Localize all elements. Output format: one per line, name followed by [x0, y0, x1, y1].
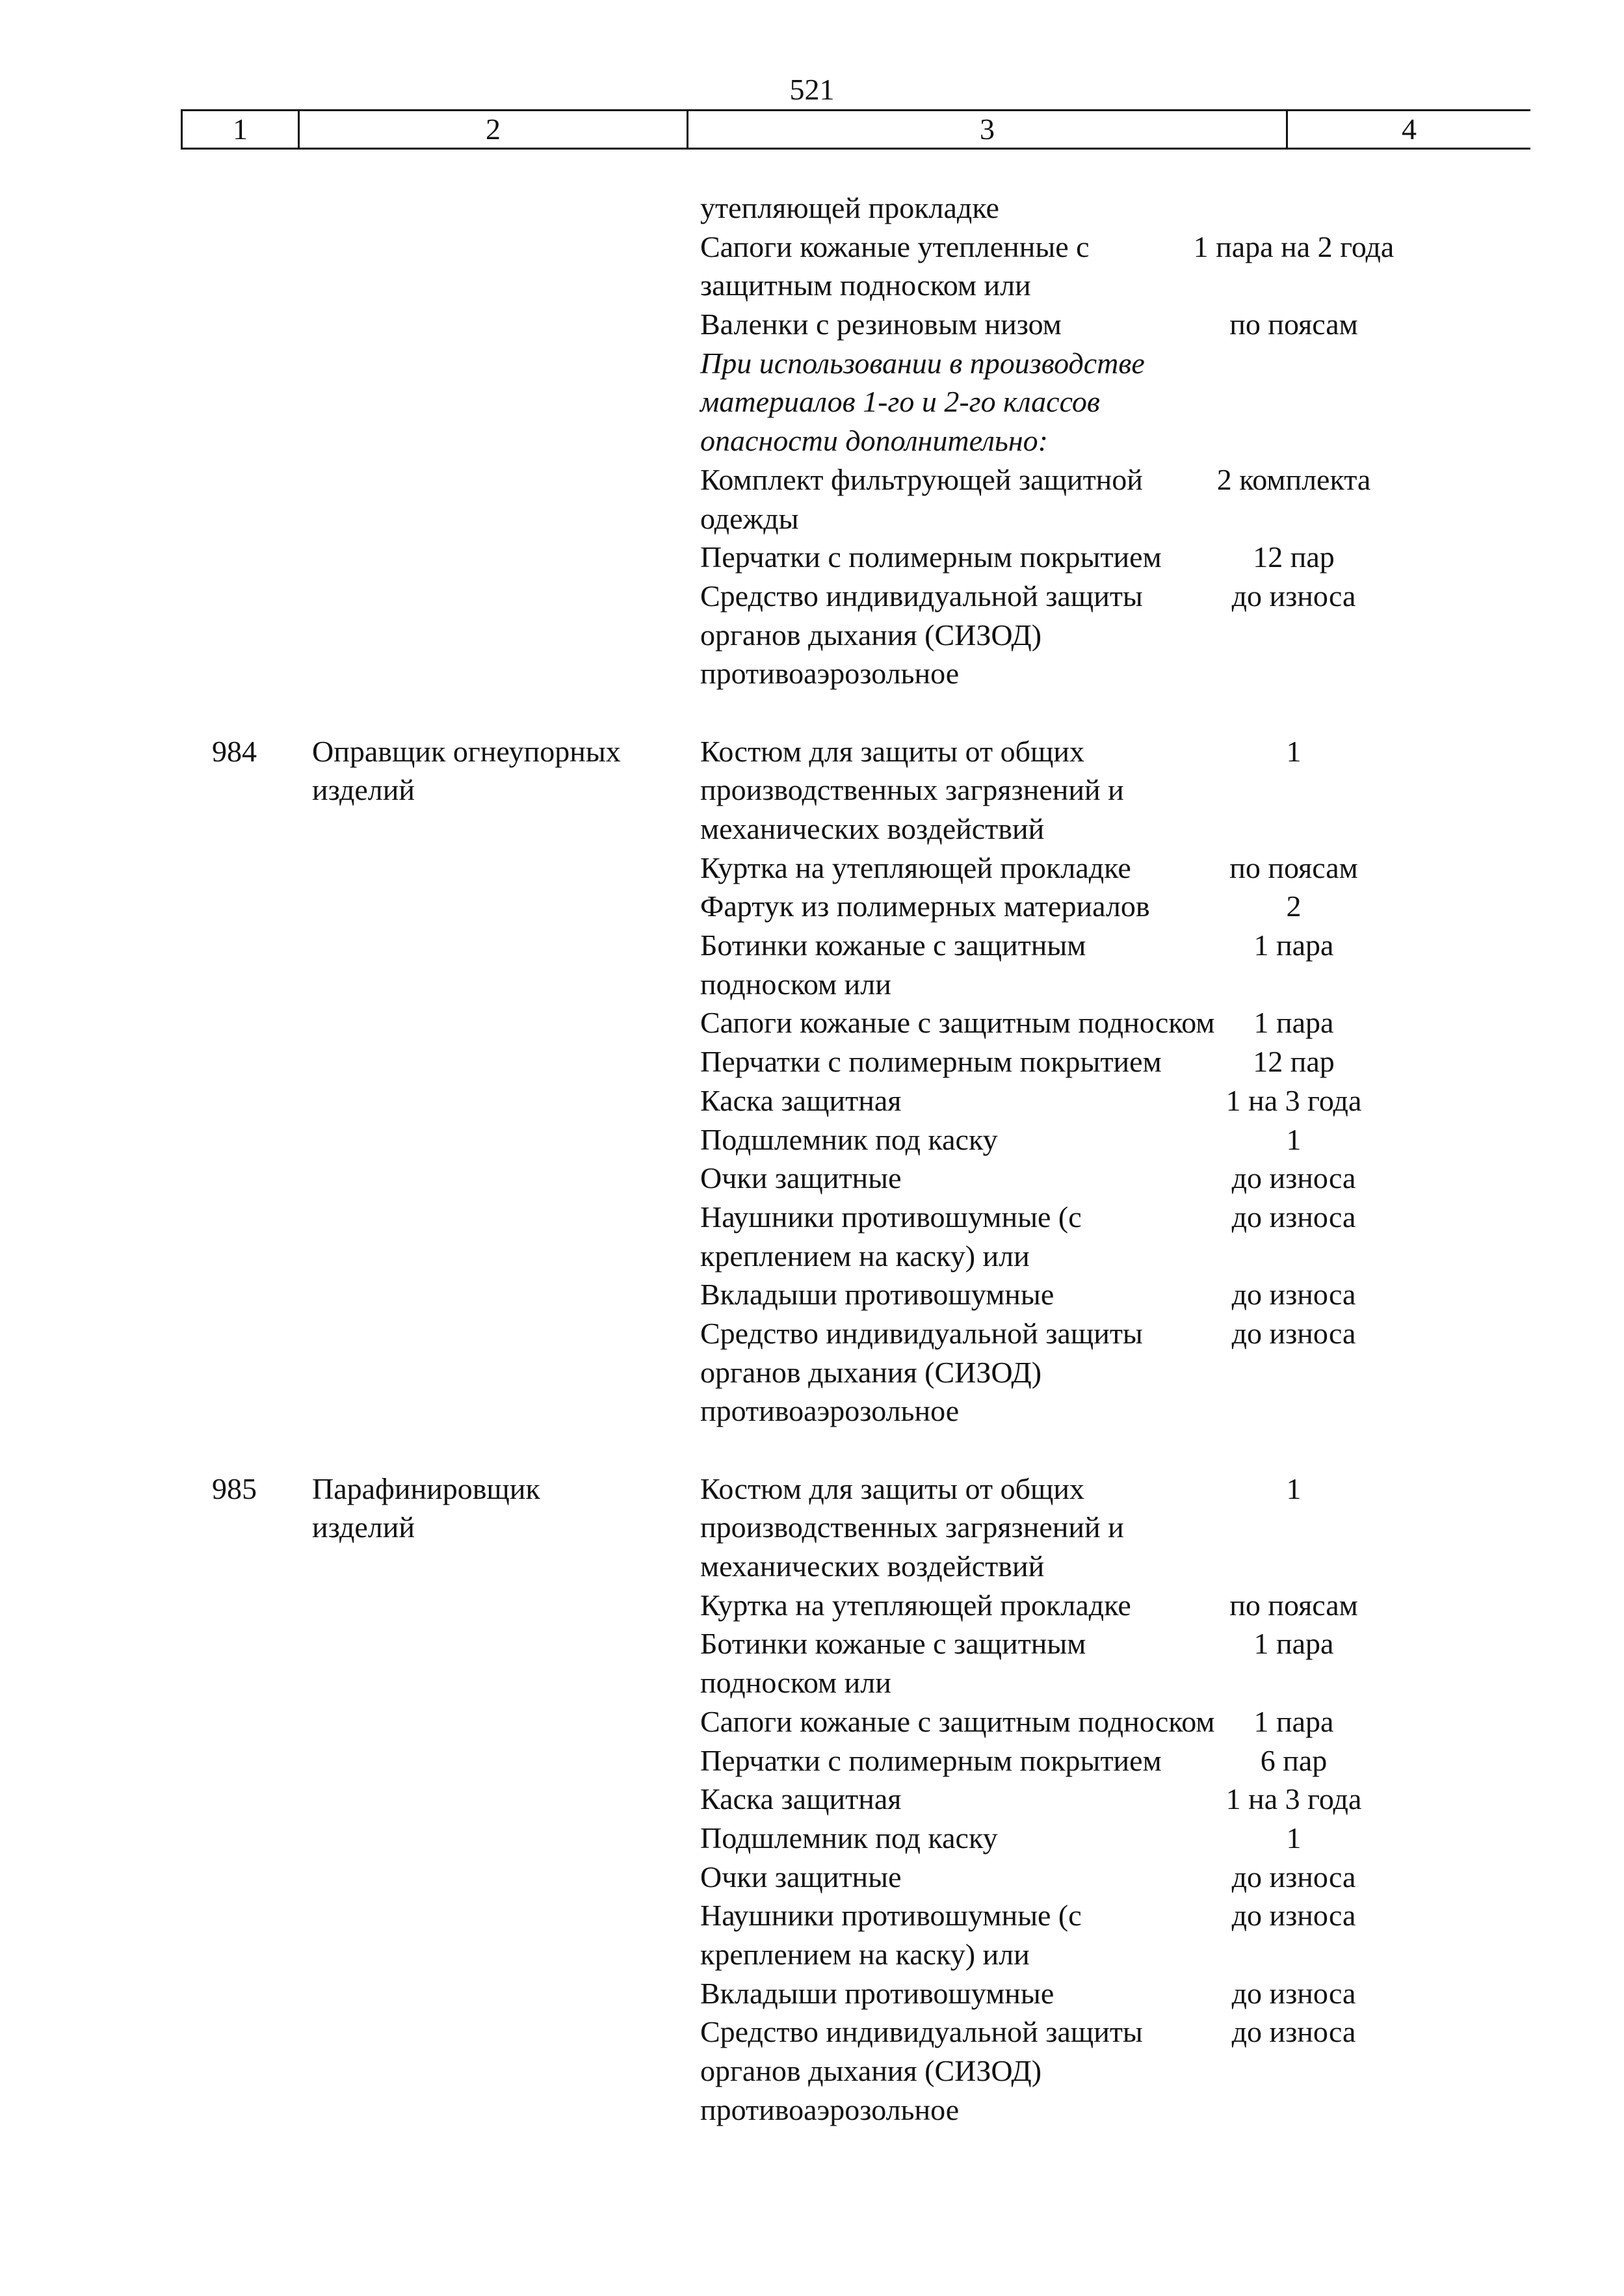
- item-text: механических воздействий: [700, 812, 1045, 845]
- item-text: Перчатки с полимерным покрытием: [700, 540, 1162, 574]
- norm-value: 1 пара на 2 года: [1193, 230, 1395, 263]
- table-row: [0, 1003, 1624, 1042]
- norm-value: 1 пара: [1253, 929, 1334, 962]
- column-header-row: [181, 109, 1530, 150]
- item-text: Комплект фильтрующей защитной: [700, 462, 1143, 496]
- table-row: [0, 1935, 1624, 1974]
- table-row: [0, 305, 1624, 344]
- item-text: производственных загрязнений и: [700, 773, 1124, 807]
- table-row: [0, 2091, 1624, 2130]
- profession-name: Оправщик огнеупорных: [312, 734, 621, 768]
- item-text: Фартук из полимерных материалов: [700, 890, 1150, 923]
- norm-value: до износа: [1231, 2015, 1356, 2049]
- note-text: При использовании в производстве: [700, 346, 1145, 380]
- table-row: [0, 849, 1624, 888]
- table-row: [0, 616, 1624, 655]
- norm-value: 1 пара: [1253, 1704, 1334, 1738]
- note-text: опасности дополнительно:: [700, 424, 1048, 458]
- item-text: Вкладыши противошумные: [700, 1278, 1054, 1312]
- table-row: [0, 926, 1624, 965]
- column-header-4: 4: [1402, 112, 1417, 146]
- table-row: [0, 1780, 1624, 1819]
- item-text: Очки защитные: [700, 1161, 902, 1195]
- item-text: органов дыхания (СИЗОД): [700, 1355, 1042, 1389]
- column-header-3: 3: [688, 111, 1288, 148]
- profession-name: изделий: [312, 773, 415, 807]
- item-text: Средство индивидуальной защиты: [700, 2015, 1143, 2049]
- item-text: Наушники противошумные (с: [700, 1899, 1082, 1933]
- table-row: [0, 421, 1624, 460]
- norm-value: до износа: [1231, 1161, 1356, 1195]
- item-text: одежды: [700, 501, 799, 535]
- norm-value: 6 пар: [1260, 1743, 1328, 1777]
- table-row: [0, 1353, 1624, 1392]
- item-text: Вкладыши противошумные: [700, 1976, 1054, 2010]
- norm-value: 12 пар: [1253, 1045, 1335, 1079]
- item-text: производственных загрязнений и: [700, 1511, 1124, 1544]
- table-row: [0, 1159, 1624, 1198]
- table-row: [0, 228, 1624, 267]
- item-text: подноском или: [700, 967, 891, 1001]
- table-row: [0, 1081, 1624, 1120]
- table-row: [0, 266, 1624, 305]
- item-text: Каска защитная: [700, 1083, 902, 1117]
- table-row: [0, 1819, 1624, 1858]
- item-text: Ботинки кожаные с защитным: [700, 929, 1086, 962]
- norm-value: до износа: [1231, 579, 1356, 613]
- item-text: подноском или: [700, 1666, 891, 1700]
- norm-value: 1: [1286, 734, 1302, 768]
- norm-value: до износа: [1231, 1899, 1356, 1933]
- norm-value: 1: [1286, 1122, 1302, 1156]
- entry-number: 984: [212, 734, 257, 768]
- table-row: [0, 344, 1624, 383]
- column-header-2: 2: [300, 111, 688, 148]
- item-text: Куртка на утепляющей прокладке: [700, 851, 1131, 884]
- table-row: [0, 654, 1624, 693]
- entry-number: 985: [212, 1471, 257, 1505]
- table-row: [0, 887, 1624, 926]
- item-text: противоаэрозольное: [700, 657, 960, 691]
- item-text: противоаэрозольное: [700, 1394, 960, 1428]
- norm-value: до износа: [1231, 1200, 1356, 1234]
- table-row: [0, 1663, 1624, 1702]
- table-row: [0, 1392, 1624, 1431]
- norm-value: 1: [1286, 1471, 1302, 1505]
- table-row: [0, 1547, 1624, 1586]
- item-text: Подшлемник под каску: [700, 1122, 998, 1156]
- profession-name: Парафинировщик: [312, 1471, 540, 1505]
- table-row: [0, 1624, 1624, 1663]
- norm-value: до износа: [1231, 1860, 1356, 1894]
- item-text: Подшлемник под каску: [700, 1821, 998, 1854]
- table-row: [0, 1237, 1624, 1276]
- item-text: Куртка на утепляющей прокладке: [700, 1588, 1131, 1622]
- item-text: Перчатки с полимерным покрытием: [700, 1743, 1162, 1777]
- table-row: [0, 499, 1624, 538]
- norm-value: до износа: [1231, 1976, 1356, 2010]
- table-row: [0, 1858, 1624, 1897]
- table-row: [0, 1314, 1624, 1353]
- item-text: утепляющей прокладке: [700, 191, 999, 224]
- item-text: Костюм для защиты от общих: [700, 1471, 1085, 1505]
- table-row: [0, 1470, 1624, 1509]
- item-text: Средство индивидуальной защиты: [700, 1316, 1143, 1350]
- table-row: [0, 732, 1624, 771]
- table-row: [0, 1896, 1624, 1935]
- norm-value: 1 на 3 года: [1225, 1782, 1362, 1816]
- item-text: креплением на каску) или: [700, 1937, 1030, 1971]
- table-row: [0, 771, 1624, 810]
- norm-value: 1: [1286, 1821, 1302, 1854]
- norm-value: по поясам: [1229, 308, 1358, 341]
- profession-name: изделий: [312, 1511, 415, 1544]
- item-text: Каска защитная: [700, 1782, 902, 1816]
- norms-table-body: [0, 189, 1624, 2129]
- table-row: [0, 965, 1624, 1004]
- item-text: противоаэрозольное: [700, 2092, 960, 2126]
- item-text: органов дыхания (СИЗОД): [700, 618, 1042, 652]
- table-row: [0, 810, 1624, 849]
- item-text: Ботинки кожаные с защитным: [700, 1627, 1086, 1661]
- table-row: [0, 577, 1624, 616]
- page-number: 521: [789, 73, 835, 106]
- table-row: [0, 460, 1624, 499]
- table-row: [0, 538, 1624, 577]
- table-row: [0, 382, 1624, 421]
- item-text: Сапоги кожаные с защитным подноском: [700, 1006, 1215, 1040]
- item-text: Валенки с резиновым низом: [700, 308, 1062, 341]
- norm-value: 2: [1286, 890, 1302, 923]
- note-text: материалов 1-го и 2-го классов: [700, 385, 1100, 419]
- norm-value: по поясам: [1229, 851, 1358, 884]
- item-text: креплением на каску) или: [700, 1239, 1030, 1273]
- table-row: [0, 1586, 1624, 1625]
- item-text: Наушники противошумные (с: [700, 1200, 1082, 1234]
- table-row: [0, 2052, 1624, 2091]
- item-text: Перчатки с полимерным покрытием: [700, 1045, 1162, 1079]
- item-text: Очки защитные: [700, 1860, 902, 1894]
- table-row: [0, 1974, 1624, 2013]
- norm-value: 1 на 3 года: [1225, 1083, 1362, 1117]
- norm-value: до износа: [1231, 1316, 1356, 1350]
- item-text: Сапоги кожаные утепленные с: [700, 230, 1090, 263]
- column-header-1: 1: [183, 111, 300, 148]
- table-row: [0, 1198, 1624, 1237]
- norm-value: по поясам: [1229, 1588, 1358, 1622]
- table-row: [0, 1702, 1624, 1741]
- item-text: Средство индивидуальной защиты: [700, 579, 1143, 613]
- norm-value: 12 пар: [1253, 540, 1335, 574]
- norm-value: 2 комплекта: [1216, 462, 1371, 496]
- table-row: [0, 1042, 1624, 1081]
- norm-value: 1 пара: [1253, 1627, 1334, 1661]
- table-row: [0, 1120, 1624, 1159]
- item-text: механических воздействий: [700, 1550, 1045, 1583]
- table-row: [0, 189, 1624, 228]
- norm-value: до износа: [1231, 1278, 1356, 1312]
- table-row: [0, 1508, 1624, 1547]
- table-row: [0, 1741, 1624, 1780]
- item-text: защитным подноском или: [700, 269, 1031, 302]
- table-row: [0, 1275, 1624, 1314]
- table-row: [0, 2012, 1624, 2052]
- item-text: Сапоги кожаные с защитным подноском: [700, 1704, 1215, 1738]
- item-text: Костюм для защиты от общих: [700, 734, 1085, 768]
- norm-value: 1 пара: [1253, 1006, 1334, 1040]
- item-text: органов дыхания (СИЗОД): [700, 2054, 1042, 2087]
